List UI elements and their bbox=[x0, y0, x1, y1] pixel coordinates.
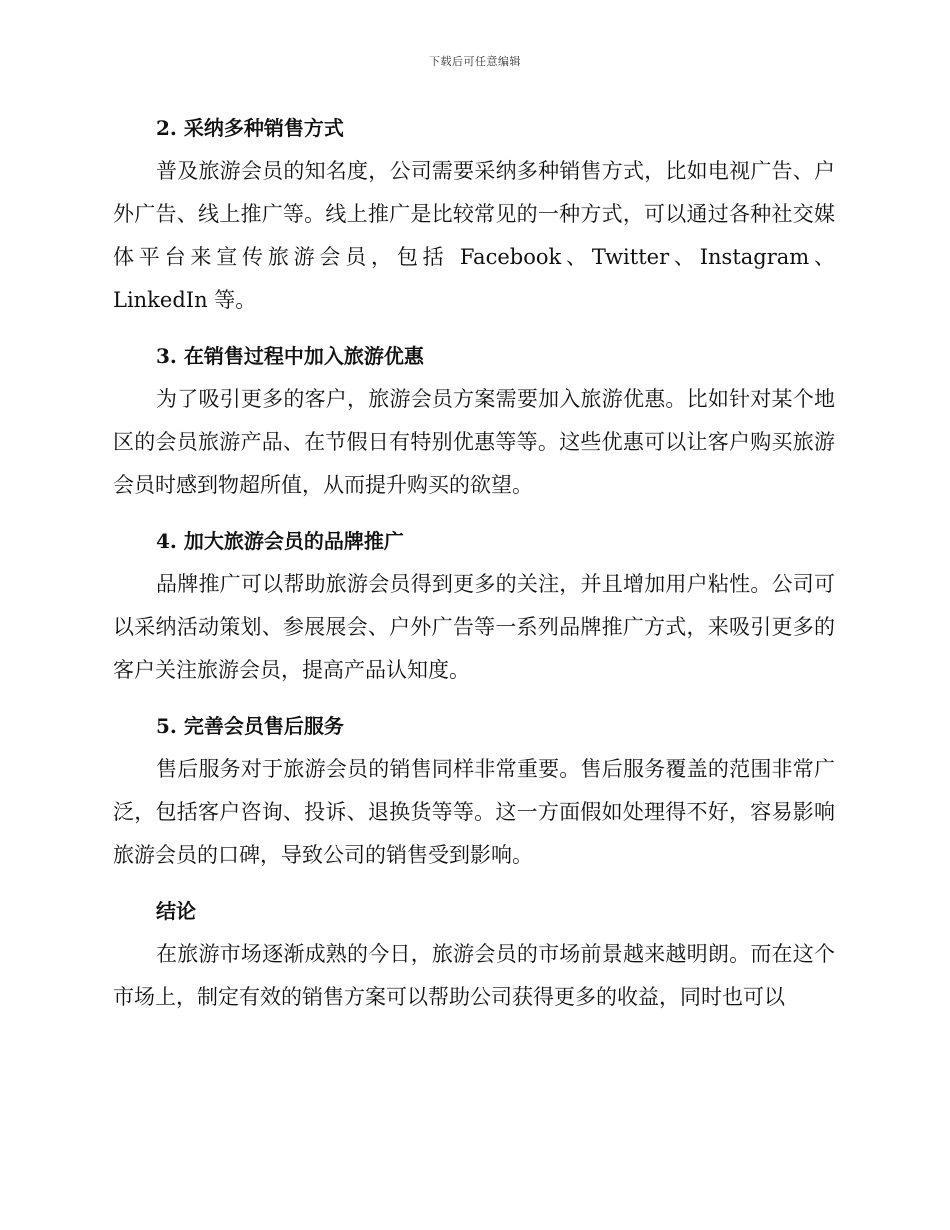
section-heading: 3. 在销售过程中加入旅游优惠 bbox=[156, 344, 424, 368]
section-travel-discounts bbox=[113, 334, 835, 519]
section-after-sales-service bbox=[113, 704, 835, 889]
section-paragraph: 在旅游市场逐渐成熟的今日，旅游会员的市场前景越来越明朗。而在这个市场上，制定有效的销售方案可以帮助公司获得更多的收益，同时也可以 bbox=[113, 942, 835, 1009]
section-heading: 2. 采纳多种销售方式 bbox=[156, 116, 344, 140]
section-heading: 结论 bbox=[156, 899, 196, 923]
section-heading: 5. 完善会员售后服务 bbox=[156, 714, 344, 738]
section-paragraph: 品牌推广可以帮助旅游会员得到更多的关注，并且增加用户粘性。公司可以采纳活动策划、参展展会、户外广告等一系列品牌推广方式，来吸引更多的客户关注旅游会员，提高产品认知度。 bbox=[113, 572, 835, 682]
section-heading: 4. 加大旅游会员的品牌推广 bbox=[156, 529, 404, 553]
section-paragraph: 为了吸引更多的客户，旅游会员方案需要加入旅游优惠。比如针对某个地区的会员旅游产品、在节假日有特别优惠等等。这些优惠可以让客户购买旅游会员时感到物超所值，从而提升购买的欲望。 bbox=[113, 387, 835, 497]
document-body bbox=[113, 106, 835, 1019]
section-brand-promotion bbox=[113, 519, 835, 704]
section-sales-methods bbox=[113, 106, 835, 334]
section-paragraph: 售后服务对于旅游会员的销售同样非常重要。售后服务覆盖的范围非常广泛，包括客户咨询、投诉、退换货等等。这一方面假如处理得不好，容易影响旅游会员的口碑，导致公司的销售受到影响。 bbox=[113, 757, 835, 867]
page-header: 下载后可任意编辑 bbox=[429, 55, 521, 68]
section-paragraph: 普及旅游会员的知名度，公司需要采纳多种销售方式，比如电视广告、户外广告、线上推广等。线上推广是比较常见的一种方式，可以通过各种社交媒体平台来宣传旅游会员，包括 Facebook、Twitter、Instagram、LinkedIn 等。 bbox=[113, 159, 835, 312]
section-conclusion bbox=[113, 889, 835, 1019]
